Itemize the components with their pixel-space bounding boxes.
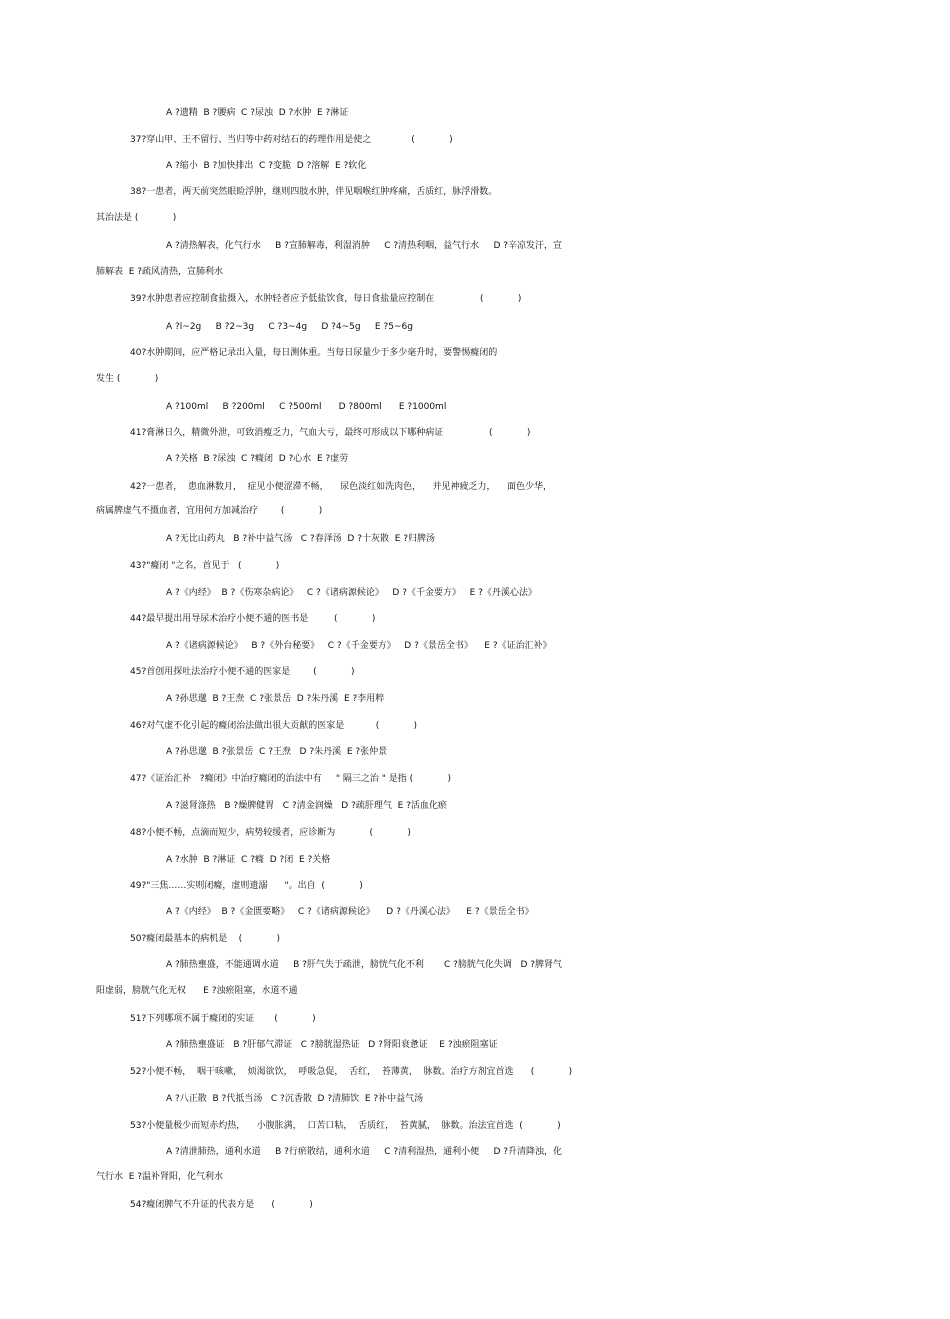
q52-options: A ?八正散 B ?代抵当汤 C ?沉香散 D ?清肺饮 E ?补中益气汤: [166, 1094, 424, 1104]
q41-text: 41?膏淋日久，精微外泄，可致消瘦乏力，气血大亏，最终可形成以下哪种病证 ( ): [130, 428, 531, 438]
q51-text: 51?下列哪项不属于癃闭的实证 ( ): [130, 1014, 316, 1024]
q44-text: 44?最早提出用导尿术治疗小便不通的医书是 ( ): [130, 614, 376, 624]
q40-text: 40?水肿期间，应严格记录出入量，每日测体重。当每日尿量少于多少毫升时，要警惕癃闭的: [130, 348, 498, 358]
q53-text: 53?小便量极少而短赤灼热， 小腹胀满， 口苦口粘， 舌质红， 苔黄腻， 脉数。治法宜首选 ( ): [130, 1121, 561, 1131]
q41-options: A ?关格 B ?尿浊 C ?癃闭 D ?心水 E ?虚劳: [166, 454, 349, 464]
q40-text-cont: 发生 ( ): [96, 374, 159, 384]
q49-text: 49?"三焦……实则闭癃，虚则遗溺 "。出自 ( ): [130, 881, 363, 891]
q36-options: A ?遗精 B ?腰病 C ?尿浊 D ?水肿 E ?淋证: [166, 108, 349, 118]
q45-options: A ?孙思邈 B ?王焘 C ?张景岳 D ?朱丹溪 E ?李用粹: [166, 694, 385, 704]
q45-text: 45?首创用探吐法治疗小便不通的医家是 ( ): [130, 667, 355, 677]
q38-text-cont: 其治法是 ( ): [96, 213, 177, 223]
q50-options-cont: 阳虚弱，膀胱气化无权 E ?浊瘀阻塞，水道不通: [96, 986, 298, 996]
q50-options: A ?肺热壅盛，不能通调水道 B ?肝气失于疏泄，膀恍气化不利 C ?膀胱气化失调 D ?脾肾气: [166, 960, 563, 970]
q39-options: A ?l~2g B ?2~3g C ?3~4g D ?4~5g E ?5~6g: [166, 322, 413, 332]
q37-options: A ?缩小 B ?加快排出 C ?变脆 D ?溶解 E ?软化: [166, 161, 367, 171]
q54-text: 54?癃闭脾气不升证的代表方是 ( ): [130, 1200, 313, 1210]
q43-options: A ?《内经》 B ?《伤寒杂病论》 C ?《诸病源候论》 D ?《千金要方》 E ?《丹溪心法》: [166, 588, 537, 598]
q52-text: 52?小便不畅， 咽干咳嗽， 烦渴欲饮， 呼吸急促， 舌红， 苔薄黄， 脉数。治疗方剂宜首选 ( ): [130, 1067, 573, 1077]
q49-options: A ?《内经》 B ?《金匮要略》 C ?《诸病源候论》 D ?《丹溪心法》 E ?《景岳全书》: [166, 907, 534, 917]
q47-options: A ?滋肾涤热 B ?燥脾健胃 C ?清金润燥 D ?疏肝理气 E ?活血化瘀: [166, 801, 447, 811]
q46-options: A ?孙思邈 B ?张景岳 C ?王焘 D ?朱丹溪 E ?张仲景: [166, 747, 388, 757]
q43-text: 43?"癃闭 "之名，首见于 ( ): [130, 561, 280, 571]
q48-text: 48?小便不畅，点滴而短少，病势较缓者，应诊断为 ( ): [130, 828, 411, 838]
q40-options: A ?100ml B ?200ml C ?500ml D ?800ml E ?1000ml: [166, 402, 447, 412]
q53-options-cont: 气行水 E ?温补肾阳，化气利水: [96, 1172, 224, 1182]
q38-options: A ?清热解表，化气行水 B ?宣肺解毒，利湿消肿 C ?清热利咽，益气行水 D ?辛凉发汗，宣: [166, 241, 563, 251]
q38-options-cont: 肺解表 E ?疏风清热，宣肺利水: [96, 267, 224, 277]
q46-text: 46?对气虚不化引起的癃闭治法做出很大贡献的医家是 ( ): [130, 721, 418, 731]
q50-text: 50?癃闭最基本的病机是 ( ): [130, 934, 281, 944]
q42-options: A ?无比山药丸 B ?补中益气汤 C ?春泽汤 D ?十灰散 E ?归脾汤: [166, 534, 436, 544]
q42-text-cont: 病属脾虚气不摄血者，宜用何方加减治疗 ( ): [96, 506, 323, 516]
q42-text: 42?一患者， 患血淋数月， 症见小便涩滞不畅， 尿色淡红如洗肉色， 并见神疲乏力， 面色少华，: [130, 482, 553, 492]
q38-text: 38?一患者，两天前突然眼睑浮肿，继则四肢水肿，伴见咽喉红肿疼痛，舌质红，脉浮滑数。: [130, 187, 498, 197]
q47-text: 47?《证治汇补 ?癃闭》中治疗癃闭的治法中有 " 隔三之治 " 是指 ( ): [130, 774, 451, 784]
q48-options: A ?水肿 B ?淋证 C ?癃 D ?闭 E ?关格: [166, 855, 331, 865]
q39-text: 39?水肿患者应控制食盐摄入，水肿轻者应予低盐饮食，每日食盐量应控制在 ( ): [130, 294, 522, 304]
q37-text: 37?穿山甲、王不留行、当归等中药对结石的药理作用是使之 ( ): [130, 135, 453, 145]
q53-options: A ?清泄肺热，通利水道 B ?行瘀散结，通利水道 C ?清利湿热，通利小便 D ?升清降浊，化: [166, 1147, 563, 1157]
q44-options: A ?《诸病源候论》 B ?《外台秘要》 C ?《千金要方》 D ?《景岳全书》 E ?《证治汇补》: [166, 641, 552, 651]
q51-options: A ?肺热壅盛证 B ?肝郁气滞证 C ?膀胱湿热证 D ?肾阳衰惫证 E ?浊瘀阻塞证: [166, 1040, 498, 1050]
